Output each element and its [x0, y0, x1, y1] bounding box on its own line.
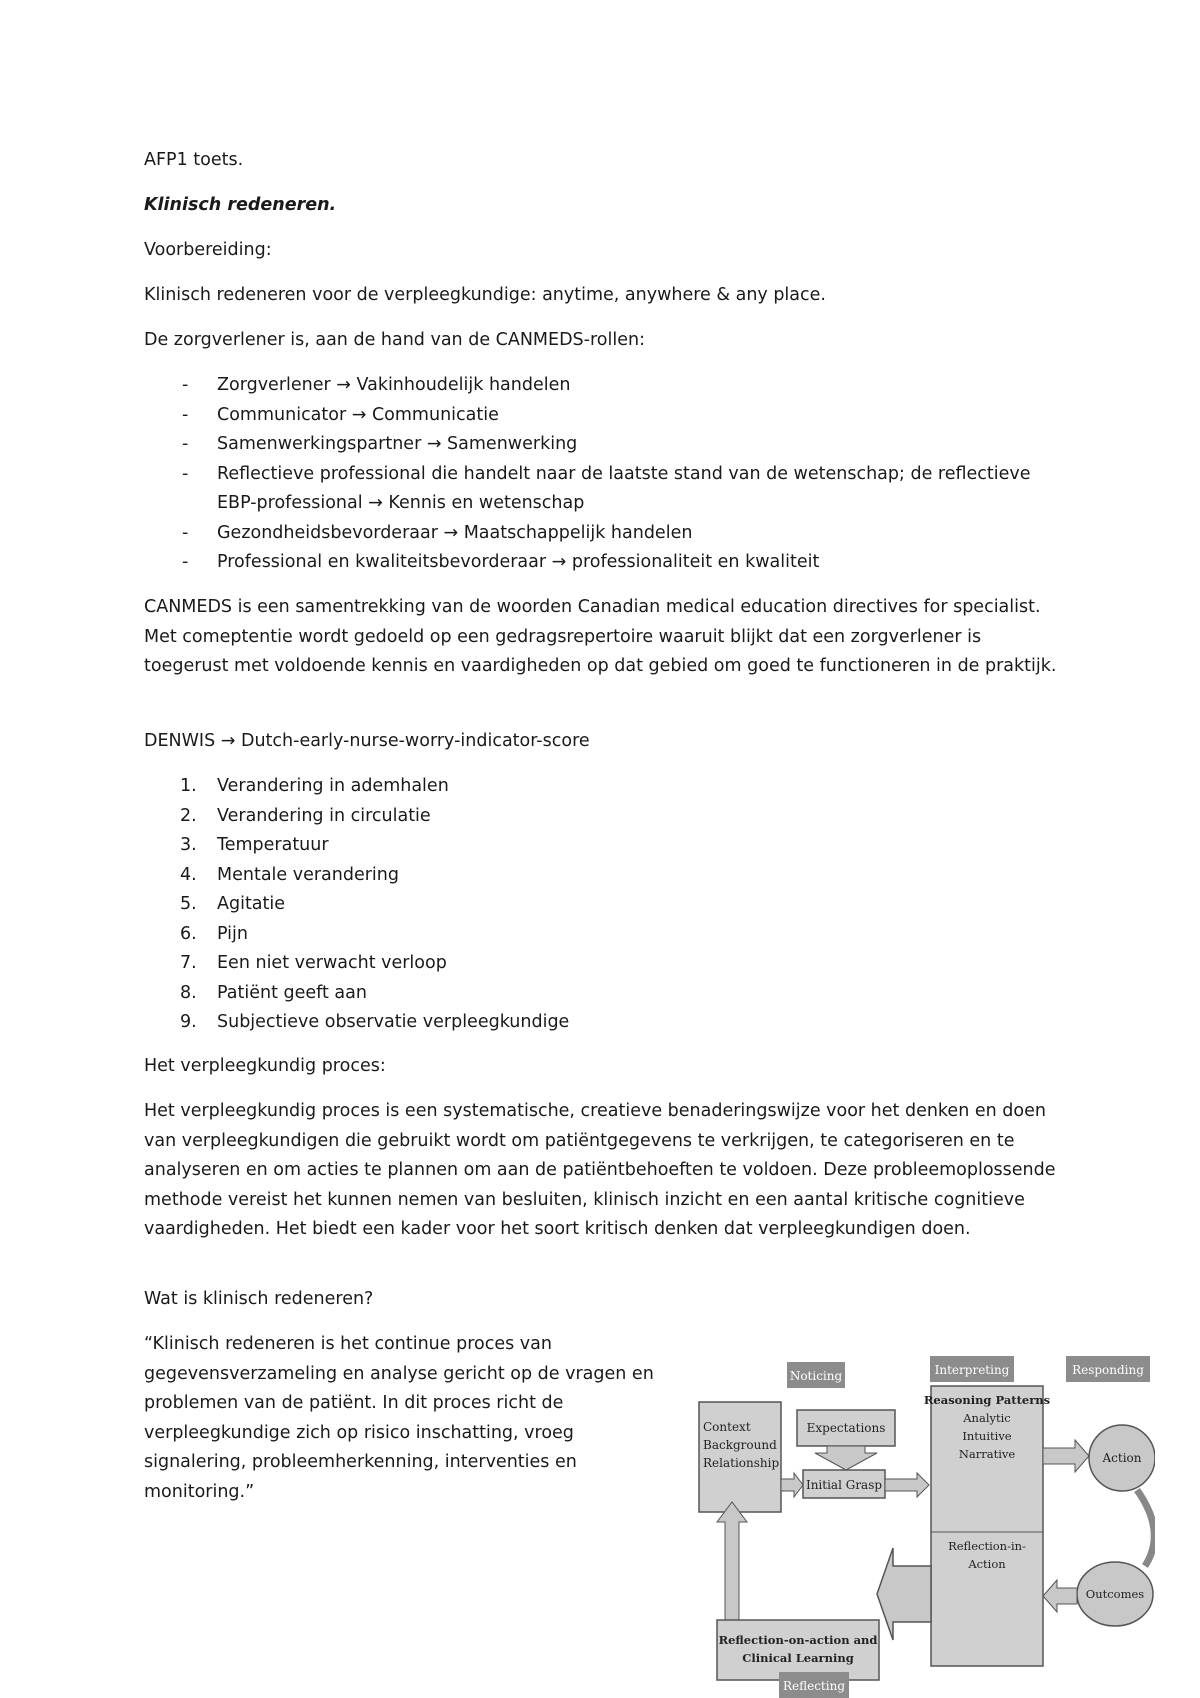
- document-subtitle: Klinisch redeneren.: [144, 195, 337, 215]
- reflection-on-box: [717, 1620, 879, 1680]
- list-item: - Reflectieve professional die handelt naar de laatste stand van de wetenschap; de reflectieve EBP-professional → Kennis en wetenschap: [182, 463, 1031, 513]
- document-title: AFP1 toets.: [144, 150, 244, 170]
- prep-text: Klinisch redeneren voor de verpleegkundige: anytime, anywhere & any place.: [144, 285, 826, 305]
- reasoning-narrative: Narrative: [958, 1447, 1016, 1461]
- list-item: - Professional en kwaliteitsbevorderaar → professionaliteit en kwaliteit: [182, 552, 820, 572]
- expectations-label: Expectations: [806, 1421, 886, 1435]
- list-item: 4. Mentale verandering: [180, 864, 399, 885]
- list-item: 2. Verandering in circulatie: [180, 805, 431, 826]
- quote-paragraph: “Klinisch redeneren is het continue proces van gegevensverzameling en analyse gericht op de vragen en problemen van de patiënt. In dit proces richt de verpleegkundige zich op risico inschatting, vroeg signalering, probleemherkenning, interventies en monitoring.”: [144, 1334, 654, 1502]
- responding-label: Responding: [1072, 1363, 1144, 1377]
- list-item: - Zorgverlener → Vakinhoudelijk handelen: [182, 375, 571, 395]
- noticing-label: Noticing: [789, 1369, 843, 1383]
- list-item: 1. Verandering in ademhalen: [180, 776, 449, 796]
- roles-intro: De zorgverlener is, aan de hand van de CANMEDS-rollen:: [144, 330, 645, 350]
- list-item: 6. Pijn: [180, 923, 248, 944]
- list-item: - Communicator → Communicatie: [182, 404, 499, 425]
- outcomes-label: Outcomes: [1085, 1587, 1145, 1601]
- list-item: 9. Subjectieve observatie verpleegkundige: [180, 1012, 570, 1032]
- process-heading: Het verpleegkundig proces:: [144, 1056, 386, 1076]
- reflection-in-line-2: Action: [968, 1557, 1006, 1571]
- context-line-3: Relationship: [703, 1456, 780, 1470]
- list-item: 8. Patiënt geeft aan: [180, 982, 367, 1003]
- reflection-in-line-1: Reflection-in-: [948, 1539, 1026, 1553]
- context-line-1: Context: [703, 1420, 751, 1434]
- interpreting-column: [931, 1386, 1043, 1666]
- reasoning-analytic: Analytic: [963, 1411, 1011, 1425]
- reasoning-intuitive: Intuitive: [962, 1429, 1012, 1443]
- interpreting-label: Interpreting: [934, 1363, 1010, 1377]
- list-item: 5. Agitatie: [180, 894, 286, 914]
- reflecting-label: Reflecting: [782, 1679, 846, 1693]
- question-heading: Wat is klinisch redeneren?: [144, 1289, 374, 1309]
- list-item: 3. Temperatuur: [180, 835, 329, 855]
- prep-label: Voorbereiding:: [144, 240, 272, 260]
- denwis-list: [144, 772, 1064, 1038]
- action-label: Action: [1102, 1451, 1142, 1465]
- reasoning-title: Reasoning Patterns: [923, 1393, 1051, 1407]
- clinical-judgment-diagram: [697, 1352, 1155, 1698]
- initial-grasp-label: Initial Grasp: [805, 1478, 883, 1492]
- denwis-heading: DENWIS → Dutch-early-nurse-worry-indicator-score: [144, 731, 590, 751]
- roles-list: [144, 371, 1064, 578]
- process-paragraph: Het verpleegkundig proces is een systematische, creatieve benaderingswijze voor het denken en doen van verpleegkundigen die gebruikt wordt om patiëntgegevens te verkrijgen, te categoriseren en te analyseren en om acties te plannen om aan de patiëntbehoeften te voldoen. Deze probleemoplossende methode vereist het kunnen nemen van besluiten, klinisch inzicht en een aantal kritische cognitieve vaardigheden. Het biedt een kader voor het soort kritisch denken dat verpleegkundigen doen.: [144, 1101, 1056, 1239]
- canmeds-paragraph: CANMEDS is een samentrekking van de woorden Canadian medical education directives for specialist. Met comeptentie wordt gedoeld op een gedragsrepertoire waaruit blijkt dat een zorgverlener is toegerust met voldoende kennis en vaardigheden op dat gebied om goed te functioneren in de praktijk.: [144, 597, 1057, 676]
- list-item: - Gezondheidsbevorderaar → Maatschappelijk handelen: [182, 522, 693, 543]
- context-line-2: Background: [703, 1438, 777, 1452]
- reflection-on-line-1: Reflection-on-action and: [718, 1633, 878, 1647]
- list-item: 7. Een niet verwacht verloop: [180, 953, 447, 973]
- list-item: - Samenwerkingspartner → Samenwerking: [182, 434, 578, 454]
- reflection-on-line-2: Clinical Learning: [742, 1651, 854, 1665]
